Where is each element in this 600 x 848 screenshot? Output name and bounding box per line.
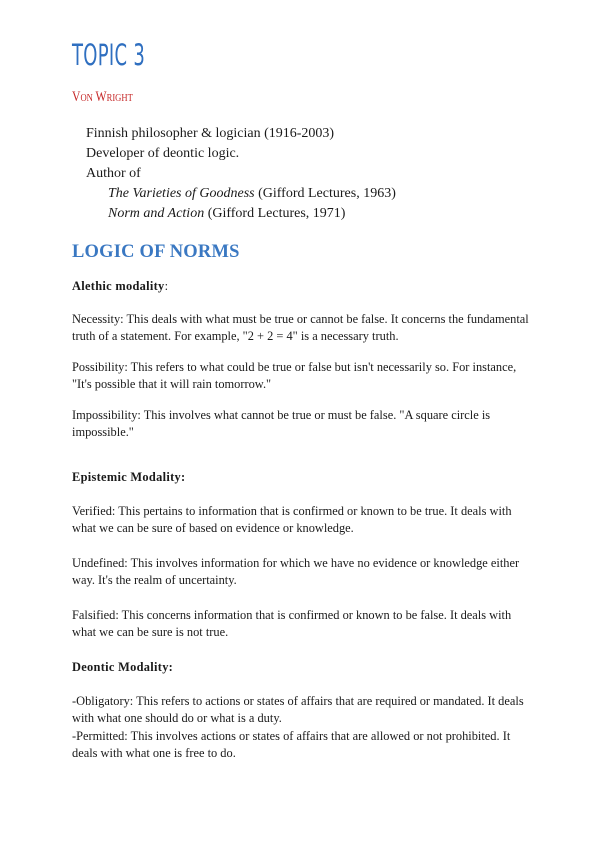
- paragraph-deontic: [72, 693, 534, 763]
- deontic-heading: Deontic Modality:: [72, 660, 174, 674]
- alethic-heading-block: [72, 278, 534, 295]
- page-title: TOPIC 3: [72, 38, 146, 72]
- verified-text: Verified: This pertains to information that is confirmed or known to be true. It deals with what we can be sure of based on evidence or knowledge.: [72, 504, 512, 536]
- paragraph-falsified: [72, 607, 534, 642]
- paragraph-necessity: [72, 311, 534, 346]
- bio-line: Author of: [86, 166, 141, 181]
- falsified-text: Falsified: This concerns information that is confirmed or known to be false. It deals with what we can be sure is not true.: [72, 608, 512, 640]
- heading-colon: :: [164, 279, 169, 293]
- alethic-heading: Alethic modality: [72, 279, 165, 293]
- work-note: (Gifford Lectures, 1971): [204, 206, 346, 221]
- necessity-text: Necessity: This deals with what must be true or cannot be false. It concerns the fundamental truth of a statement. For example, "2 + 2 = 4" is a necessary truth.: [72, 312, 529, 344]
- paragraph-possibility: [72, 359, 534, 394]
- epistemic-heading-block: [72, 469, 534, 486]
- deontic-heading-block: [72, 659, 534, 676]
- permitted-text: -Permitted: This involves actions or states of affairs that are allowed or not prohibited. It deals with what one is free to do.: [72, 728, 511, 761]
- possibility-text: Possibility: This refers to what could be true or false but isn't necessarily so. For instance, "It's possible that it will rain tomorrow.": [72, 360, 517, 392]
- page-subtitle: Von Wright: [72, 89, 133, 105]
- paragraph-undefined: [72, 555, 534, 590]
- author-bio: [86, 124, 396, 224]
- undefined-text: Undefined: This involves information for which we have no evidence or knowledge either way. It's the realm of uncertainty.: [72, 556, 520, 588]
- work-item: [86, 204, 396, 224]
- paragraph-impossibility: [72, 407, 534, 442]
- work-item: [86, 184, 396, 204]
- bio-line: Developer of deontic logic.: [86, 146, 240, 161]
- impossibility-text: Impossibility: This involves what cannot be true or must be false. "A square circle is impossible.": [72, 408, 491, 440]
- epistemic-heading: Epistemic Modality:: [72, 470, 186, 484]
- obligatory-text: -Obligatory: This refers to actions or states of affairs that are required or mandated. It deals with what one should do or what is a duty.: [72, 694, 524, 726]
- work-note: (Gifford Lectures, 1963): [254, 186, 396, 201]
- paragraph-verified: [72, 503, 534, 538]
- work-title: Norm and Action: [108, 206, 205, 221]
- section-heading: LOGIC OF NORMS: [72, 242, 240, 262]
- work-title: The Varieties of Goodness: [108, 186, 255, 201]
- bio-line: Finnish philosopher & logician (1916-2003): [86, 126, 335, 141]
